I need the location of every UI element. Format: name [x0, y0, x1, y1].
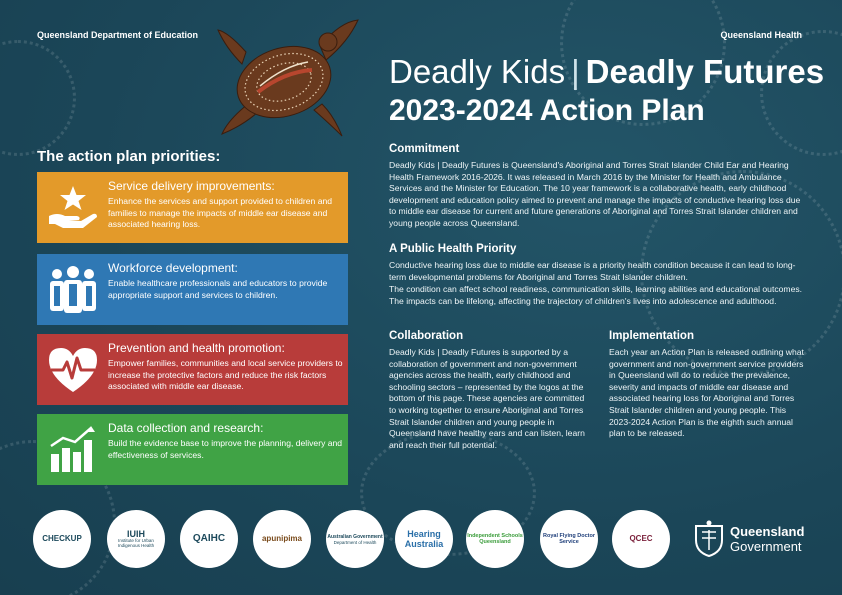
- priority-text: Empower families, communities and local service providers to increase the protective factors and reduce the risk factors associated with middle ear disease.: [108, 358, 343, 391]
- logo-qaihc: [180, 510, 238, 568]
- public-health-text-1: Conductive hearing loss due to middle ear disease is a priority health condition because it can lead to long-term developmental problems for Aboriginal and Torres Strait Islander children.: [389, 260, 796, 282]
- priority-card-workforce: [37, 254, 348, 325]
- header-right: Queensland Health: [720, 30, 802, 40]
- logo-text: Royal Flying Doctor Service: [543, 532, 595, 545]
- logo-iuih: [107, 510, 165, 568]
- partner-logos: [0, 510, 842, 576]
- title-separator: |: [571, 53, 580, 90]
- turtle-artwork-icon: [208, 12, 368, 142]
- qld-gov-line1: Queensland: [730, 524, 805, 539]
- logo-subtext: Australia: [404, 539, 444, 549]
- heart-pulse-icon: [45, 344, 101, 396]
- hand-star-icon: [45, 182, 101, 234]
- priority-text: Enable healthcare professionals and educators to provide appropriate support and services to children.: [108, 278, 328, 300]
- priority-title: Workforce development:: [108, 261, 238, 275]
- qld-gov-line2: Government: [730, 539, 802, 554]
- public-health-text-2: The condition can affect school readiness, communication skills, learning abilities and educational outcomes. The impacts can be lifelong, affecting the trajectory of children's lives into adolescence and adulthood.: [389, 284, 803, 306]
- header-left: Queensland Department of Education: [37, 30, 199, 40]
- logo-text: Independent Schools: [467, 532, 523, 539]
- page-title: [389, 52, 824, 92]
- logo-text: Hearing: [407, 529, 441, 539]
- dot-pattern: [760, 30, 842, 156]
- collaboration-text: Deadly Kids | Deadly Futures is supported by a collaboration of government and non-government agencies across the health, early childhood and schooling sectors – represented by the logos at the bottom of this page. These agencies are committed to working together to ensure Aboriginal and Torres Strait Islander children and young people in Queensland have healthy ears and can listen, learn and reach their full potential.: [389, 347, 585, 450]
- people-group-icon: [45, 264, 101, 316]
- logo-apunipima: [253, 510, 311, 568]
- priority-card-prevention: [37, 334, 348, 405]
- collaboration-heading: Collaboration: [389, 330, 464, 342]
- logo-text: QCEC: [629, 534, 653, 543]
- public-health-heading: A Public Health Priority: [389, 243, 517, 255]
- logo-queensland-government: [692, 518, 812, 562]
- logo-hearing-australia: [395, 510, 453, 568]
- commitment-heading: Commitment: [389, 143, 460, 155]
- implementation-text: Each year an Action Plan is released outlining what government and non-government service providers in Queensland will do to reduce the prevalence, severity and impacts of middle ear disease and associated hearing loss for Aboriginal and Torres Strait Islander children and young people. This 2023-2024 Action Plan is the eighth such annual plan to be released.: [609, 347, 804, 439]
- dot-pattern: [0, 40, 76, 156]
- implementation-heading: Implementation: [609, 330, 694, 342]
- bar-chart-icon: [45, 424, 101, 476]
- logo-subtext: Queensland: [479, 539, 511, 545]
- commitment-text: Deadly Kids | Deadly Futures is Queensland's Aboriginal and Torres Strait Islander Child Ear and Hearing Health Framework 2016-2026. It was released in March 2016 by the Minister for Health and Ambulance Services and the Minister for Education. The 10 year framework is a collaborative health, early childhood development and education policy aimed to prevent and manage the impacts of conductive hearing loss due to middle ear disease for current and future generations of Aboriginal and Torres Strait Islander children and young people across Queensland.: [389, 160, 801, 228]
- logo-text: QAIHC: [192, 533, 226, 544]
- logo-subtext: Institute for Urban Indigenous Health: [117, 538, 155, 548]
- qld-crest-icon: [692, 520, 726, 558]
- logo-text: IUIH: [127, 529, 145, 539]
- priority-title: Prevention and health promotion:: [108, 341, 285, 355]
- title-part1: Deadly Kids: [389, 53, 566, 90]
- logo-checkup: [33, 510, 91, 568]
- logo-subtext: Department of Health: [333, 539, 377, 545]
- logo-independent-schools: [466, 510, 524, 568]
- priority-card-service-delivery: [37, 172, 348, 243]
- logo-australian-government: [326, 510, 384, 568]
- logo-text: Australian Government: [327, 533, 383, 540]
- priority-title: Data collection and research:: [108, 421, 264, 435]
- page-subtitle: 2023-2024 Action Plan: [389, 94, 705, 127]
- priorities-heading: The action plan priorities:: [37, 148, 221, 165]
- logo-rfds: [540, 510, 598, 568]
- priority-card-data: [37, 414, 348, 485]
- priority-text: Build the evidence base to improve the planning, delivery and effectiveness of services.: [108, 438, 343, 460]
- logo-text: apunipima: [261, 534, 302, 543]
- logo-text: CHECKUP: [42, 534, 82, 543]
- title-part2: Deadly Futures: [585, 53, 825, 90]
- logo-qcec: [612, 510, 670, 568]
- priority-text: Enhance the services and support provided to children and families to manage the impacts of middle ear disease and associated hearing loss.: [108, 196, 333, 229]
- priority-title: Service delivery improvements:: [108, 179, 275, 193]
